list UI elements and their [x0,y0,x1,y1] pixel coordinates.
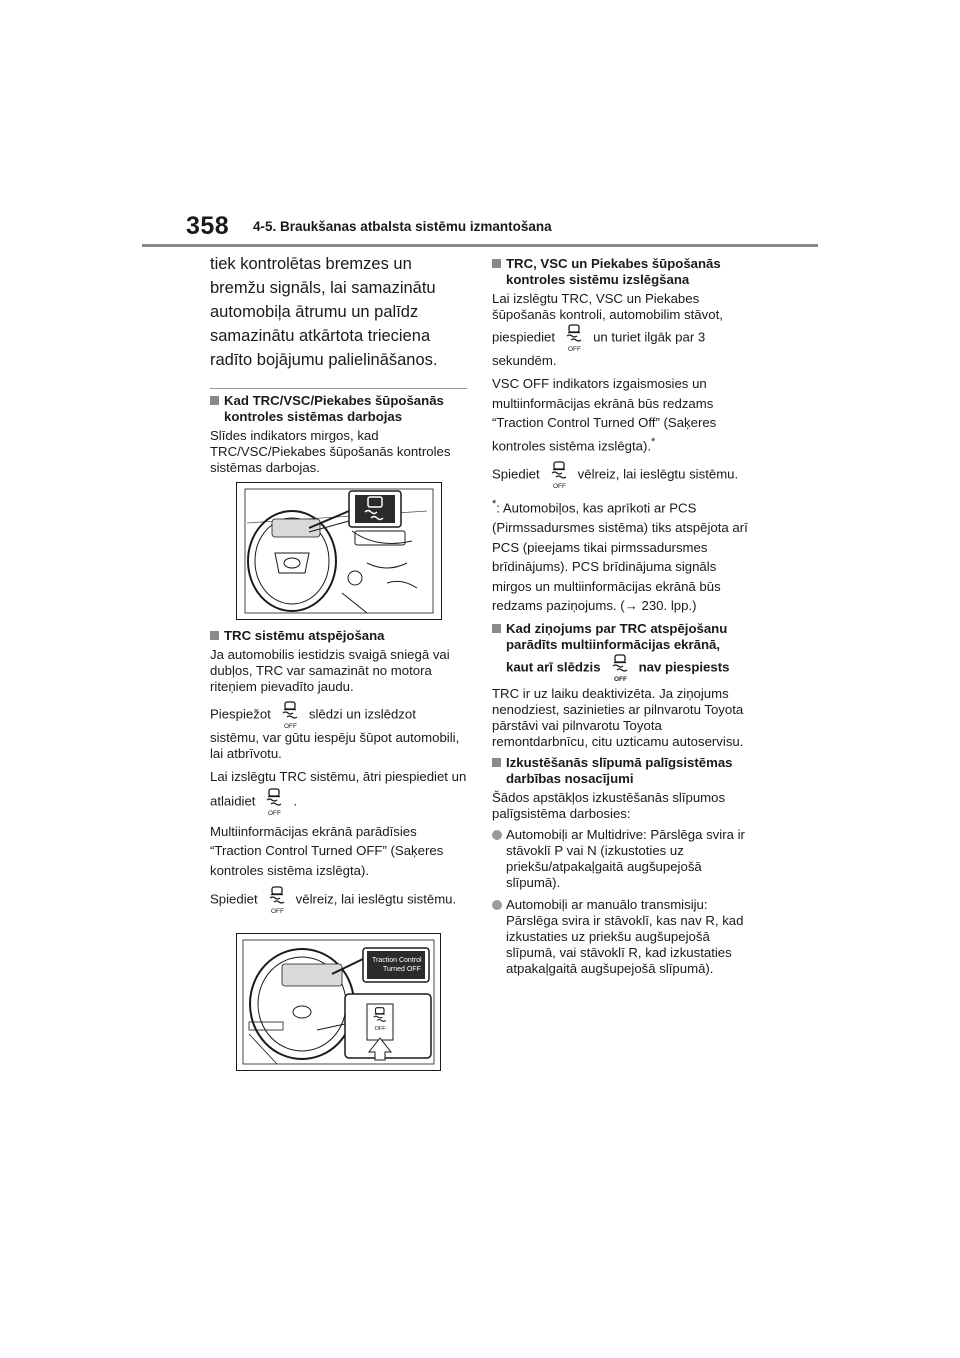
trc-disable-switch-text: Piespiežot slēdzi un izslēdzot sistēmu, var gūtu iespēju šūpot automobili, lai atbrīvotu. [210,700,467,762]
trc-off-message-text: Multiinformācijas ekrānā parādīsies “Traction Control Turned OFF” (Saķeres kontroles sistēma izslēgta). [210,823,444,878]
trc-message-text: TRC ir uz laiku deaktivizēta. Ja ziņojums nenodziest, sazinieties ar pilnvarotu Toyota pārstāvi vai pilnvarotu Toyota remontdarbnīcu, citu uzticamu autoservisu. [492,685,744,749]
left-column [210,252,467,1079]
all-on-instruction: Spiediet vēlreiz, lai ieslēgtu sistēmu. [492,460,749,490]
section-heading-all-off: TRC, VSC un Piekabes šūpošanās kontroles sistēmu izslēgšana [492,256,749,288]
dashboard-slip-indicator-figure [236,482,442,620]
section-text-trc-operating: Slīdes indikators mirgos, kad TRC/VSC/Piekabes šūpošanās kontroles sistēmas darbojas. [210,428,451,475]
square-bullet-icon [492,259,501,268]
trc-disable-intro: Ja automobilis iestidzis svaigā sniegā vai dubļos, TRC var samazināt no motora riteņiem pievadīto jaudu. [210,647,450,694]
section-heading-hill-start: Izkustēšanās slīpumā palīgsistēmas darbības nosacījumi [492,755,749,787]
section-heading-trc-operating: Kad TRC/VSC/Piekabes šūpošanās kontroles sistēmas darbojas [210,393,467,425]
lead-text: tiek kontrolētas bremzes un bremžu signāls, lai samazinātu automobiļa ātrumu un palīdz samazinātu atkārtota trieciena radīto bojājumu palielināšanos. [210,255,438,369]
running-head: 4-5. Braukšanas atbalsta sistēmu izmantošana [253,219,552,234]
square-bullet-icon [492,758,501,767]
section-heading-trc-message: Kad ziņojums par TRC atspējošanu parādīts multiinformācijas ekrānā, kaut arī slēdzis nav piespiests [492,621,749,683]
vsc-off-switch-icon [259,787,289,817]
vsc-off-switch-icon [559,323,589,353]
square-bullet-icon [210,396,219,405]
vsc-off-switch-icon [605,653,635,683]
vsc-off-switch-icon [544,460,574,490]
vsc-off-switch-icon [262,885,292,915]
vsc-off-indicator-text: VSC OFF indikators izgaismosies un multiinformācijas ekrānā būs redzams “Traction Control Turned Off” (Saķeres kontroles sistēma izslēgta).* [492,376,717,453]
list-item: Automobiļi ar manuālo transmisiju: Pārslēga svira ir stāvoklī, kas nav R, kad izkustaties uz priekšu augšupejošā slīpumā, vai stāvoklī R, kad izkustaties atpakaļgaitā augšupejošā slīpumā). [492,897,749,977]
header-rule [142,244,818,247]
trc-off-instruction: Lai izslēgtu TRC sistēmu, ātri piespiediet un atlaidiet . [210,767,467,817]
square-bullet-icon [492,624,501,633]
list-item: Automobiļi ar Multidrive: Pārslēga svira ir stāvoklī P vai N (izkustoties uz priekšu/atpakaļgaitā augšupejošā slīpumā). [492,827,749,891]
screen-turned-off-text: Turned OFF [383,966,421,973]
right-column [492,252,749,983]
hill-start-intro: Šādos apstākļos izkustēšanās slīpumos palīgsistēma darbosies: [492,789,726,821]
page-number: 358 [186,212,230,240]
section-divider [210,388,467,389]
section-heading-trc-disable: TRC sistēmu atspējošana [210,628,467,644]
pcs-footnote: *: Automobiļos, kas aprīkoti ar PCS (Pirmssadursmes sistēma) tiks atspējota arī PCS (pieejams tikai pirmssadursmes brīdinājums). PCS brīdinājuma signāls mirgos un multiinformācijas ekrānā būs redzams paziņojums. (→ 230. lpp.) [492,498,748,614]
square-bullet-icon [210,631,219,640]
vsc-off-switch-icon [275,700,305,730]
all-off-instruction: Lai izslēgtu TRC, VSC un Piekabes šūpošanās kontroli, automobilim stāvot, piespiediet un turiet ilgāk par 3 sekundēm. [492,291,723,368]
round-bullet-icon [492,900,502,910]
screen-traction-control-text: Traction Control [372,957,422,964]
traction-control-off-figure [236,933,441,1071]
trc-on-instruction: Spiediet vēlreiz, lai ieslēgtu sistēmu. [210,885,467,915]
round-bullet-icon [492,830,502,840]
